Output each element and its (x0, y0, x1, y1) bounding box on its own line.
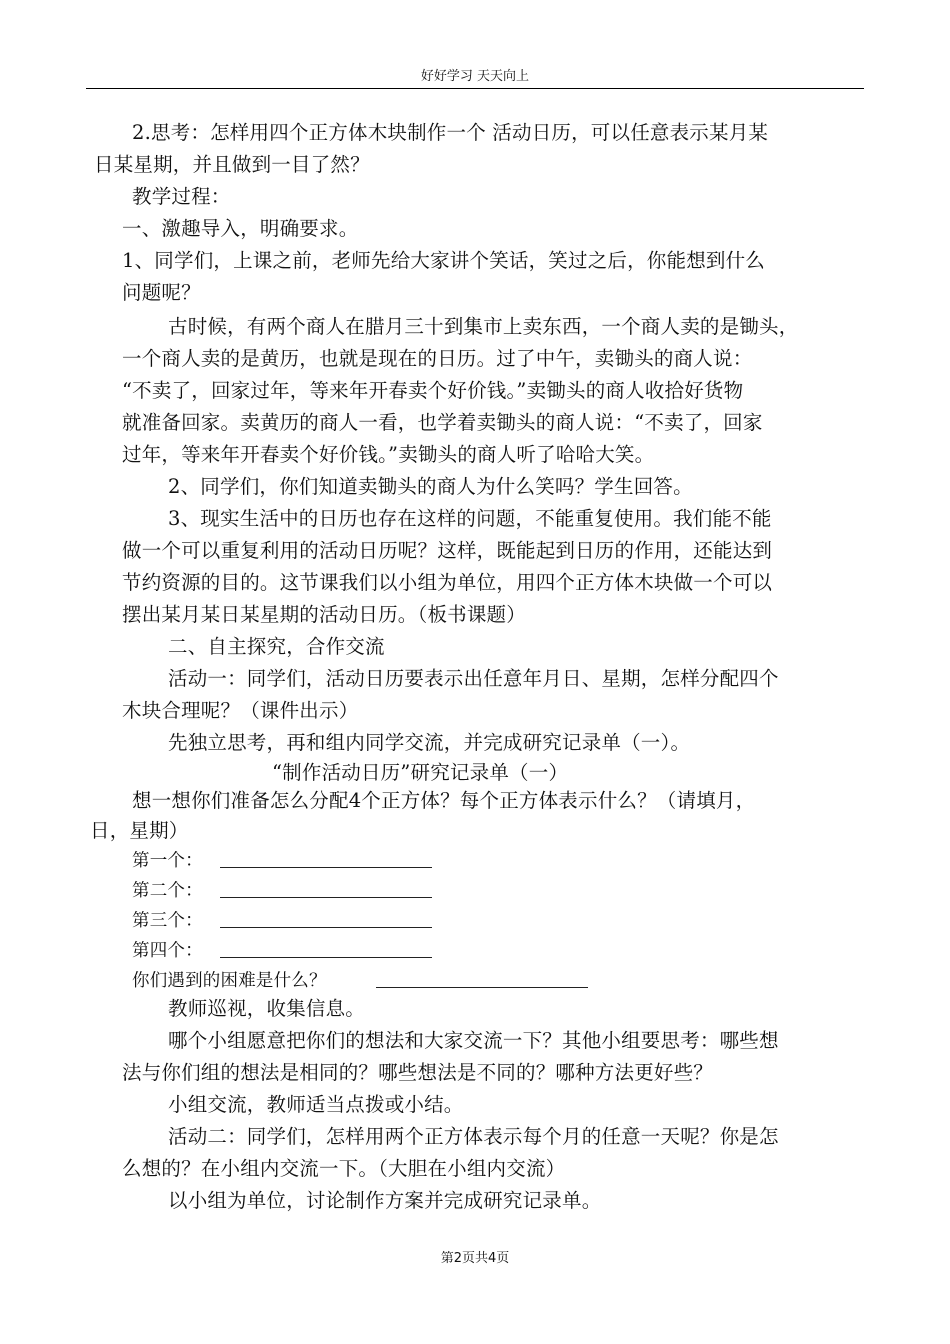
heading-part-2: 二、自主探究，合作交流 (168, 635, 385, 658)
record-sheet-prompt-line1: 想一想你们准备怎么分配4个正方体？每个正方体表示什么？（请填月， (132, 789, 756, 812)
cube-2-blank[interactable] (220, 897, 432, 898)
activity-2-line1: 活动二：同学们，怎样用两个正方体表示每个月的任意一天呢？你是怎 (168, 1125, 779, 1148)
story-line3: “不卖了，回家过年，等来年开春卖个好价钱。”卖锄头的商人收拾好货物 (122, 379, 744, 402)
teacher-note: 教师巡视，收集信息。 (168, 997, 366, 1020)
story-line5: 过年，等来年开春卖个好价钱。”卖锄头的商人听了哈哈大笑。 (122, 443, 655, 466)
paragraph-1-line1: 1、同学们，上课之前，老师先给大家讲个笑话，笑过之后，你能想到什么 (122, 249, 766, 272)
activity-2-line2: 么想的？在小组内交流一下。（大胆在小组内交流） (122, 1157, 566, 1180)
difficulty-label: 你们遇到的困难是什么？ (132, 971, 327, 991)
record-sheet-title: “制作活动日历”研究记录单（一） (272, 761, 569, 784)
cube-2-label: 第二个： (132, 881, 203, 901)
story-line1: 古时候，有两个商人在腊月三十到集市上卖东西，一个商人卖的是锄头， (168, 315, 799, 338)
heading-part-1: 一、激趣导入，明确要求。 (122, 217, 359, 240)
paragraph-3-line4: 摆出某月某日某星期的活动日历。（板书课题） (122, 603, 526, 626)
cube-4-label: 第四个： (132, 941, 203, 961)
discussion-line2: 法与你们组的想法是相同的？哪些想法是不同的？哪种方法更好些？ (122, 1061, 714, 1084)
paragraph-2: 2、同学们，你们知道卖锄头的商人为什么笑吗？学生回答。 (168, 475, 693, 498)
paragraph-3-line3: 节约资源的目的。这节课我们以小组为单位，用四个正方体木块做一个可以 (122, 571, 773, 594)
cube-1-label: 第一个： (132, 851, 203, 871)
question-2-line2: 日某星期，并且做到一目了然？ (94, 153, 370, 176)
page-header: 好好学习 天天向上 (420, 69, 530, 84)
activity-1-line1: 活动一：同学们，活动日历要表示出任意年月日、星期，怎样分配四个 (168, 667, 779, 690)
cube-4-blank[interactable] (220, 957, 432, 958)
cube-3-blank[interactable] (220, 927, 432, 928)
group-exchange: 小组交流，教师适当点拨或小结。 (168, 1093, 464, 1116)
cube-3-label: 第三个： (132, 911, 203, 931)
cube-1-blank[interactable] (220, 867, 432, 868)
section-teaching-process: 教学过程： (132, 185, 231, 208)
difficulty-blank[interactable] (376, 987, 588, 988)
story-line4: 就准备回家。卖黄历的商人一看，也学着卖锄头的商人说：“不卖了，回家 (122, 411, 763, 434)
header-divider (86, 88, 864, 89)
record-sheet-prompt-line2: 日，星期） (90, 819, 189, 842)
discussion-line1: 哪个小组愿意把你们的想法和大家交流一下？其他小组要思考：哪些想 (168, 1029, 779, 1052)
story-line2: 一个商人卖的是黄历，也就是现在的日历。过了中午，卖锄头的商人说： (122, 347, 753, 370)
activity-1-line2: 木块合理呢？（课件出示） (122, 699, 359, 722)
activity-2-instruction: 以小组为单位，讨论制作方案并完成研究记录单。 (168, 1189, 602, 1212)
paragraph-1-line2: 问题呢？ (122, 281, 201, 304)
question-2-line1: 2.思考：怎样用四个正方体木块制作一个 活动日历，可以任意表示某月某 (132, 121, 769, 144)
activity-1-instruction: 先独立思考，再和组内同学交流，并完成研究记录单（一）。 (168, 731, 691, 754)
paragraph-3-line2: 做一个可以重复利用的活动日历呢？这样，既能起到日历的作用，还能达到 (122, 539, 773, 562)
page-number: 第2页共4页 (440, 1251, 510, 1266)
paragraph-3-line1: 3、现实生活中的日历也存在这样的问题，不能重复使用。我们能不能 (168, 507, 772, 530)
